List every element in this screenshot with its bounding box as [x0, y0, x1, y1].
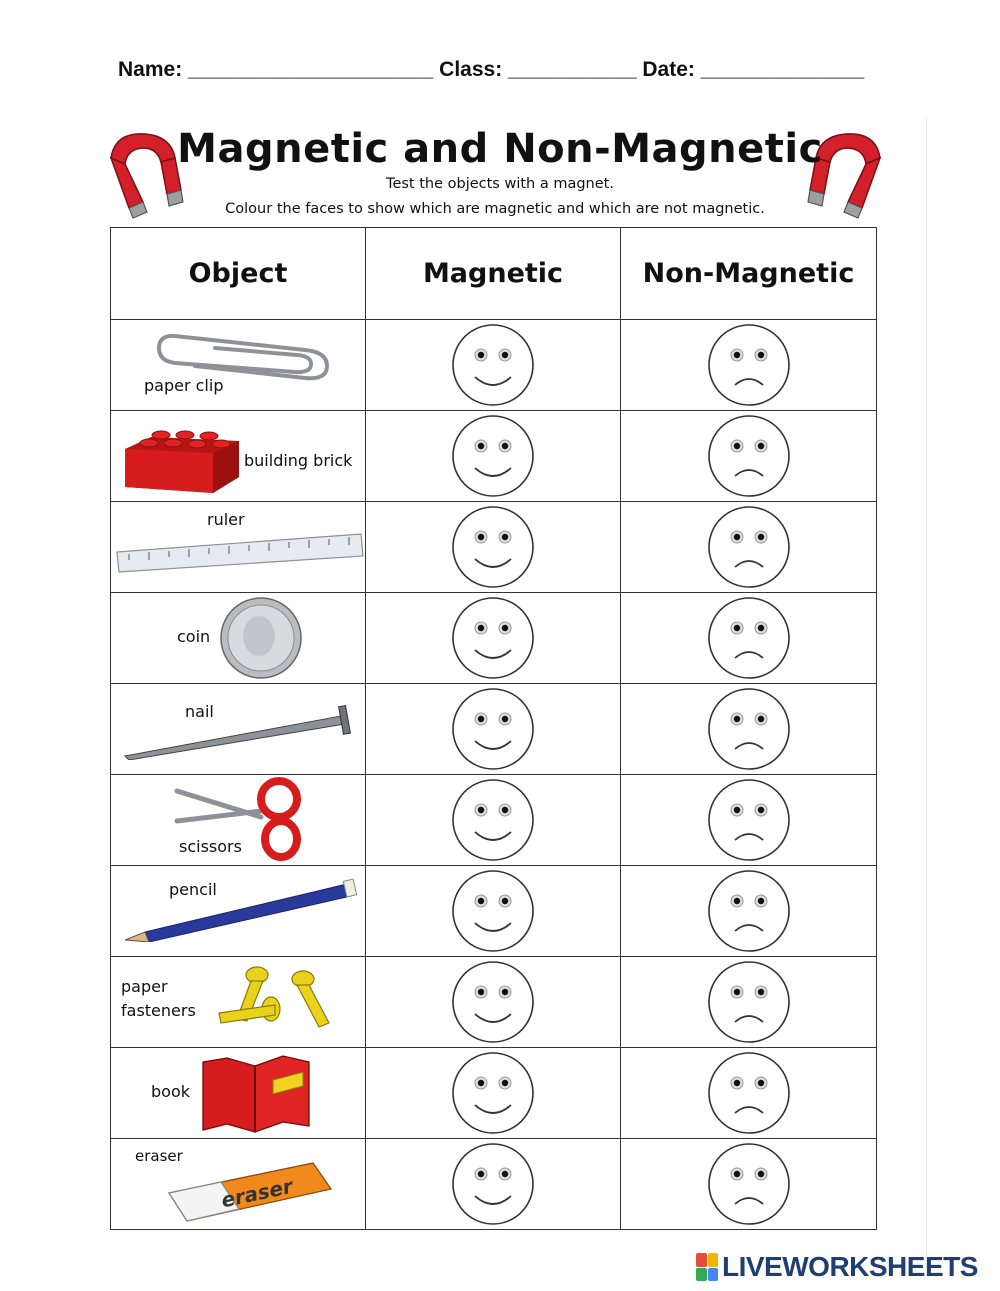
table-row	[111, 957, 877, 1048]
object-cell	[111, 957, 366, 1048]
page-edge-divider	[926, 118, 927, 1258]
paper-fastener-icon	[211, 961, 359, 1043]
instruction-line-2: Colour the faces to show which are magnetic and which are not magnetic.	[225, 201, 765, 217]
object-cell	[111, 866, 366, 957]
table-row	[111, 593, 877, 684]
magnetic-cell[interactable]	[366, 1139, 621, 1230]
brand-name: LIVEWORKSHEETS	[722, 1251, 978, 1282]
magnetic-cell[interactable]	[366, 1048, 621, 1139]
table-row	[111, 502, 877, 593]
class-label: Class:	[439, 58, 503, 81]
table-row	[111, 775, 877, 866]
non-magnetic-cell[interactable]	[621, 957, 877, 1048]
object-cell	[111, 1139, 366, 1230]
coin-icon	[219, 596, 303, 680]
object-label: building brick	[244, 451, 353, 470]
magnetic-cell[interactable]	[366, 502, 621, 593]
header-object: Object	[111, 228, 366, 320]
non-magnetic-cell[interactable]	[621, 684, 877, 775]
instruction-line-1: Test the objects with a magnet.	[386, 176, 614, 192]
date-field[interactable]: ______________	[700, 58, 865, 81]
smiley-face-icon[interactable]	[451, 960, 535, 1044]
table-row	[111, 684, 877, 775]
liveworksheets-footer	[696, 1251, 978, 1283]
object-label: nail	[185, 702, 214, 721]
eraser-icon	[163, 1157, 335, 1227]
object-label: ruler	[207, 510, 245, 529]
non-magnetic-cell[interactable]	[621, 1048, 877, 1139]
pencil-icon	[121, 876, 361, 942]
object-label: pencil	[169, 880, 217, 899]
object-label: paper fasteners	[121, 977, 196, 1020]
sad-face-icon[interactable]	[707, 505, 791, 589]
smiley-face-icon[interactable]	[451, 1142, 535, 1226]
magnetic-cell[interactable]	[366, 593, 621, 684]
smiley-face-icon[interactable]	[451, 505, 535, 589]
sad-face-icon[interactable]	[707, 687, 791, 771]
name-field[interactable]: _____________________	[188, 58, 434, 81]
smiley-face-icon[interactable]	[451, 869, 535, 953]
object-label: paper clip	[144, 376, 224, 395]
ruler-icon	[115, 530, 365, 574]
table-row	[111, 320, 877, 411]
object-cell	[111, 1048, 366, 1139]
date-label: Date:	[642, 58, 695, 81]
sad-face-icon[interactable]	[707, 778, 791, 862]
object-cell	[111, 411, 366, 502]
name-label: Name:	[118, 58, 183, 81]
magnetic-cell[interactable]	[366, 957, 621, 1048]
sad-face-icon[interactable]	[707, 1051, 791, 1135]
class-field[interactable]: ___________	[508, 58, 637, 81]
header-magnetic: Magnetic	[366, 228, 621, 320]
object-label: coin	[177, 627, 211, 646]
eraser-print: eraser	[218, 1173, 295, 1213]
sad-face-icon[interactable]	[707, 1142, 791, 1226]
non-magnetic-cell[interactable]	[621, 502, 877, 593]
object-cell	[111, 684, 366, 775]
smiley-face-icon[interactable]	[451, 778, 535, 862]
object-label: book	[151, 1082, 190, 1101]
object-cell	[111, 775, 366, 866]
non-magnetic-cell[interactable]	[621, 775, 877, 866]
object-label: scissors	[179, 837, 242, 856]
non-magnetic-cell[interactable]	[621, 1139, 877, 1230]
smiley-face-icon[interactable]	[451, 596, 535, 680]
header-non-magnetic: Non-Magnetic	[621, 228, 877, 320]
magnetic-cell[interactable]	[366, 411, 621, 502]
object-cell	[111, 502, 366, 593]
worksheet-title: Magnetic and Non-Magnetic	[177, 126, 823, 172]
liveworksheets-logo-icon	[696, 1253, 718, 1281]
non-magnetic-cell[interactable]	[621, 320, 877, 411]
building-brick-icon	[121, 419, 245, 499]
smiley-face-icon[interactable]	[451, 414, 535, 498]
smiley-face-icon[interactable]	[451, 323, 535, 407]
student-info-line	[118, 58, 878, 82]
magnetic-cell[interactable]	[366, 775, 621, 866]
magnetic-cell[interactable]	[366, 684, 621, 775]
table-row	[111, 866, 877, 957]
sad-face-icon[interactable]	[707, 323, 791, 407]
object-label: eraser	[135, 1147, 183, 1165]
magnetic-cell[interactable]	[366, 320, 621, 411]
object-cell	[111, 320, 366, 411]
object-cell	[111, 593, 366, 684]
table-row	[111, 411, 877, 502]
nail-icon	[121, 698, 357, 760]
sad-face-icon[interactable]	[707, 596, 791, 680]
table-row	[111, 1048, 877, 1139]
table-header-row	[111, 228, 877, 320]
sorting-table	[110, 227, 877, 1230]
non-magnetic-cell[interactable]	[621, 411, 877, 502]
non-magnetic-cell[interactable]	[621, 593, 877, 684]
sad-face-icon[interactable]	[707, 414, 791, 498]
sad-face-icon[interactable]	[707, 869, 791, 953]
smiley-face-icon[interactable]	[451, 687, 535, 771]
magnetic-cell[interactable]	[366, 866, 621, 957]
smiley-face-icon[interactable]	[451, 1051, 535, 1135]
sad-face-icon[interactable]	[707, 960, 791, 1044]
non-magnetic-cell[interactable]	[621, 866, 877, 957]
book-icon	[197, 1052, 317, 1136]
table-row	[111, 1139, 877, 1230]
